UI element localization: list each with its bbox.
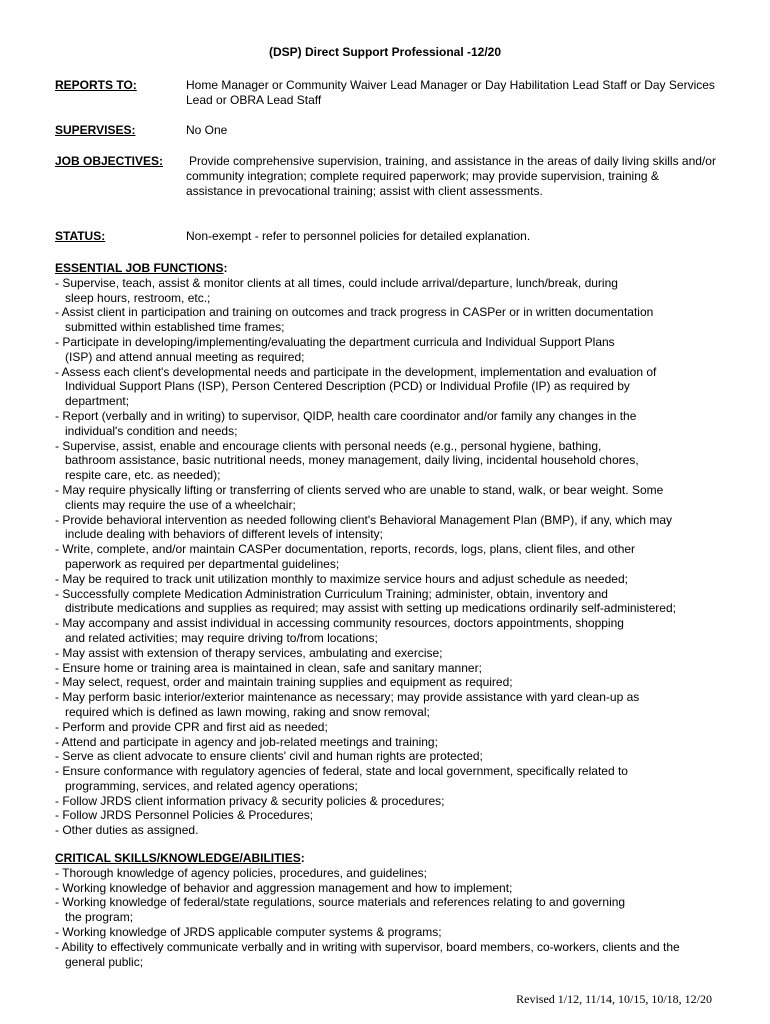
list-item-continuation: paperwork as required per departmental guidelines; xyxy=(65,556,340,571)
list-item xyxy=(55,735,720,750)
list-item-text: - Ensure home or training area is maintained in clean, safe and sanitary manner; xyxy=(55,660,482,675)
essential-functions-heading xyxy=(55,261,720,276)
list-item-continuation: Individual Support Plans (ISP), Person Centered Description (PCD) or Individual Profile (IP) as required by xyxy=(65,379,630,394)
list-item xyxy=(55,409,720,439)
list-item xyxy=(55,587,720,617)
list-item xyxy=(55,794,720,809)
list-item xyxy=(55,542,720,572)
list-item xyxy=(55,661,720,676)
list-item-text: - Supervise, assist, enable and encourage clients with personal needs (e.g., personal hygiene, bathing, xyxy=(55,438,602,453)
list-item-text: - Successfully complete Medication Administration Curriculum Training; administer, obtain, inventory and xyxy=(55,586,608,601)
list-item-text: - Report (verbally and in writing) to supervisor, QIDP, health care coordinator and/or family any changes in the xyxy=(55,408,637,423)
list-item xyxy=(55,616,720,646)
list-item-text: - Working knowledge of behavior and aggression management and how to implement; xyxy=(55,880,513,895)
list-item-text: - Write, complete, and/or maintain CASPer documentation, reports, records, logs, plans, client files, and other xyxy=(55,542,636,557)
critical-skills-title: CRITICAL SKILLS/KNOWLEDGE/ABILITIES xyxy=(55,851,301,865)
list-item-text: - May be required to track unit utilization monthly to maximize service hours and adjust schedule as needed; xyxy=(55,571,628,586)
essential-functions-list xyxy=(55,276,720,838)
list-item-continuation: sleep hours, restroom, etc.; xyxy=(65,290,211,305)
list-item-text: - Supervise, teach, assist & monitor clients at all times, could include arrival/departure, lunch/break, during xyxy=(55,275,618,290)
critical-skills-list xyxy=(55,866,720,970)
essential-functions-colon: : xyxy=(223,261,228,275)
list-item xyxy=(55,881,720,896)
list-item-text: - Working knowledge of federal/state regulations, source materials and references relating to and governing xyxy=(55,895,626,910)
list-item-text: - Follow JRDS client information privacy & security policies & procedures; xyxy=(55,793,445,808)
list-item xyxy=(55,646,720,661)
reports-to-label: REPORTS TO: xyxy=(55,78,137,92)
list-item-text: - Assist client in participation and training on outcomes and track progress in CASPer or in written documentation xyxy=(55,305,654,320)
list-item-text: - Follow JRDS Personnel Policies & Procedures; xyxy=(55,808,314,823)
list-item-continuation: individual's condition and needs; xyxy=(65,423,238,438)
list-item-text: - Thorough knowledge of agency policies, procedures, and guidelines; xyxy=(55,865,428,880)
list-item-text: - May perform basic interior/exterior maintenance as necessary; may provide assistance with yard clean-up as xyxy=(55,690,640,705)
list-item xyxy=(55,808,720,823)
revision-footer: Revised 1/12, 11/14, 10/15, 10/18, 12/20 xyxy=(516,992,712,1006)
list-item-text: - Serve as client advocate to ensure clients' civil and human rights are protected; xyxy=(55,749,483,764)
list-item xyxy=(55,823,720,838)
list-item xyxy=(55,764,720,794)
supervises-value: No One xyxy=(186,123,228,137)
list-item-text: - Participate in developing/implementing/evaluating the department curricula and Individual Support Plans xyxy=(55,334,615,349)
list-item xyxy=(55,305,720,335)
list-item xyxy=(55,513,720,543)
list-item xyxy=(55,866,720,881)
list-item-continuation: required which is defined as lawn mowing, raking and snow removal; xyxy=(65,704,430,719)
list-item-text: - May require physically lifting or transferring of clients served who are unable to stand, walk, or bear weight. Some xyxy=(55,482,664,497)
list-item-text: - Other duties as assigned. xyxy=(55,823,199,838)
list-item-text: - Provide behavioral intervention as needed following client's Behavioral Management Plan (BMP), if any, which may xyxy=(55,512,673,527)
list-item-text: - Assess each client's developmental needs and participate in the development, implementation and evaluation of xyxy=(55,364,657,379)
reports-to-value: Home Manager or Community Waiver Lead Manager or Day Habilitation Lead Staff or Day Services Lead or OBRA Lead Staff xyxy=(186,78,715,107)
list-item-continuation: submitted within established time frames; xyxy=(65,320,285,335)
list-item-continuation: respite care, etc. as needed); xyxy=(65,468,221,483)
list-item xyxy=(55,895,720,925)
list-item xyxy=(55,572,720,587)
list-item-continuation: clients may require the use of a wheelchair; xyxy=(65,497,296,512)
list-item-continuation: (ISP) and attend annual meeting as required; xyxy=(65,349,305,364)
list-item-text: - Ensure conformance with regulatory agencies of federal, state and local government, specifically related to xyxy=(55,764,628,779)
list-item xyxy=(55,925,720,940)
critical-skills-section xyxy=(55,851,720,969)
list-item-continuation: department; xyxy=(65,394,130,409)
list-item-continuation: and related activities; may require driving to/from locations; xyxy=(65,630,378,645)
critical-skills-colon: : xyxy=(300,851,305,865)
list-item-text: - May accompany and assist individual in accessing community resources, doctors appointments, shopping xyxy=(55,616,624,631)
job-objectives-value: Provide comprehensive supervision, training, and assistance in the areas of daily living skills and/or community integration; complete required paperwork; may provide supervision, training & assistance in prevocational training; assist with client assessments. xyxy=(186,154,716,198)
essential-functions-title: ESSENTIAL JOB FUNCTIONS xyxy=(55,261,224,275)
list-item xyxy=(55,276,720,306)
supervises-label: SUPERVISES: xyxy=(55,123,136,137)
list-item xyxy=(55,483,720,513)
document-title: (DSP) Direct Support Professional -12/20 xyxy=(268,45,502,59)
list-item-text: - Perform and provide CPR and first aid as needed; xyxy=(55,719,328,734)
list-item xyxy=(55,749,720,764)
list-item-continuation: general public; xyxy=(65,954,144,969)
status-label: STATUS: xyxy=(55,229,106,243)
status-value: Non-exempt - refer to personnel policies for detailed explanation. xyxy=(186,229,531,243)
list-item-continuation: distribute medications and supplies as required; may assist with setting up medications ordinarily self-administered; xyxy=(65,601,676,616)
list-item-continuation: bathroom assistance, basic nutritional needs, money management, daily living, incidental household chores, xyxy=(65,453,639,468)
list-item-text: - May assist with extension of therapy services, ambulating and exercise; xyxy=(55,645,443,660)
list-item-continuation: programming, services, and related agency operations; xyxy=(65,778,358,793)
list-item xyxy=(55,720,720,735)
list-item xyxy=(55,439,720,483)
job-objectives-label: JOB OBJECTIVES: xyxy=(55,154,164,168)
list-item xyxy=(55,365,720,409)
list-item-continuation: the program; xyxy=(65,910,134,925)
list-item xyxy=(55,335,720,365)
list-item xyxy=(55,690,720,720)
list-item xyxy=(55,940,720,970)
list-item xyxy=(55,675,720,690)
critical-skills-heading xyxy=(55,851,720,866)
list-item-continuation: include dealing with behaviors of different levels of intensity; xyxy=(65,527,383,542)
list-item-text: - Working knowledge of JRDS applicable computer systems & programs; xyxy=(55,924,442,939)
list-item-text: - May select, request, order and maintain training supplies and equipment as required; xyxy=(55,675,513,690)
list-item-text: - Attend and participate in agency and job-related meetings and training; xyxy=(55,734,438,749)
list-item-text: - Ability to effectively communicate verbally and in writing with supervisor, board members, co-workers, clients and the xyxy=(55,939,680,954)
essential-functions-section xyxy=(55,261,720,838)
